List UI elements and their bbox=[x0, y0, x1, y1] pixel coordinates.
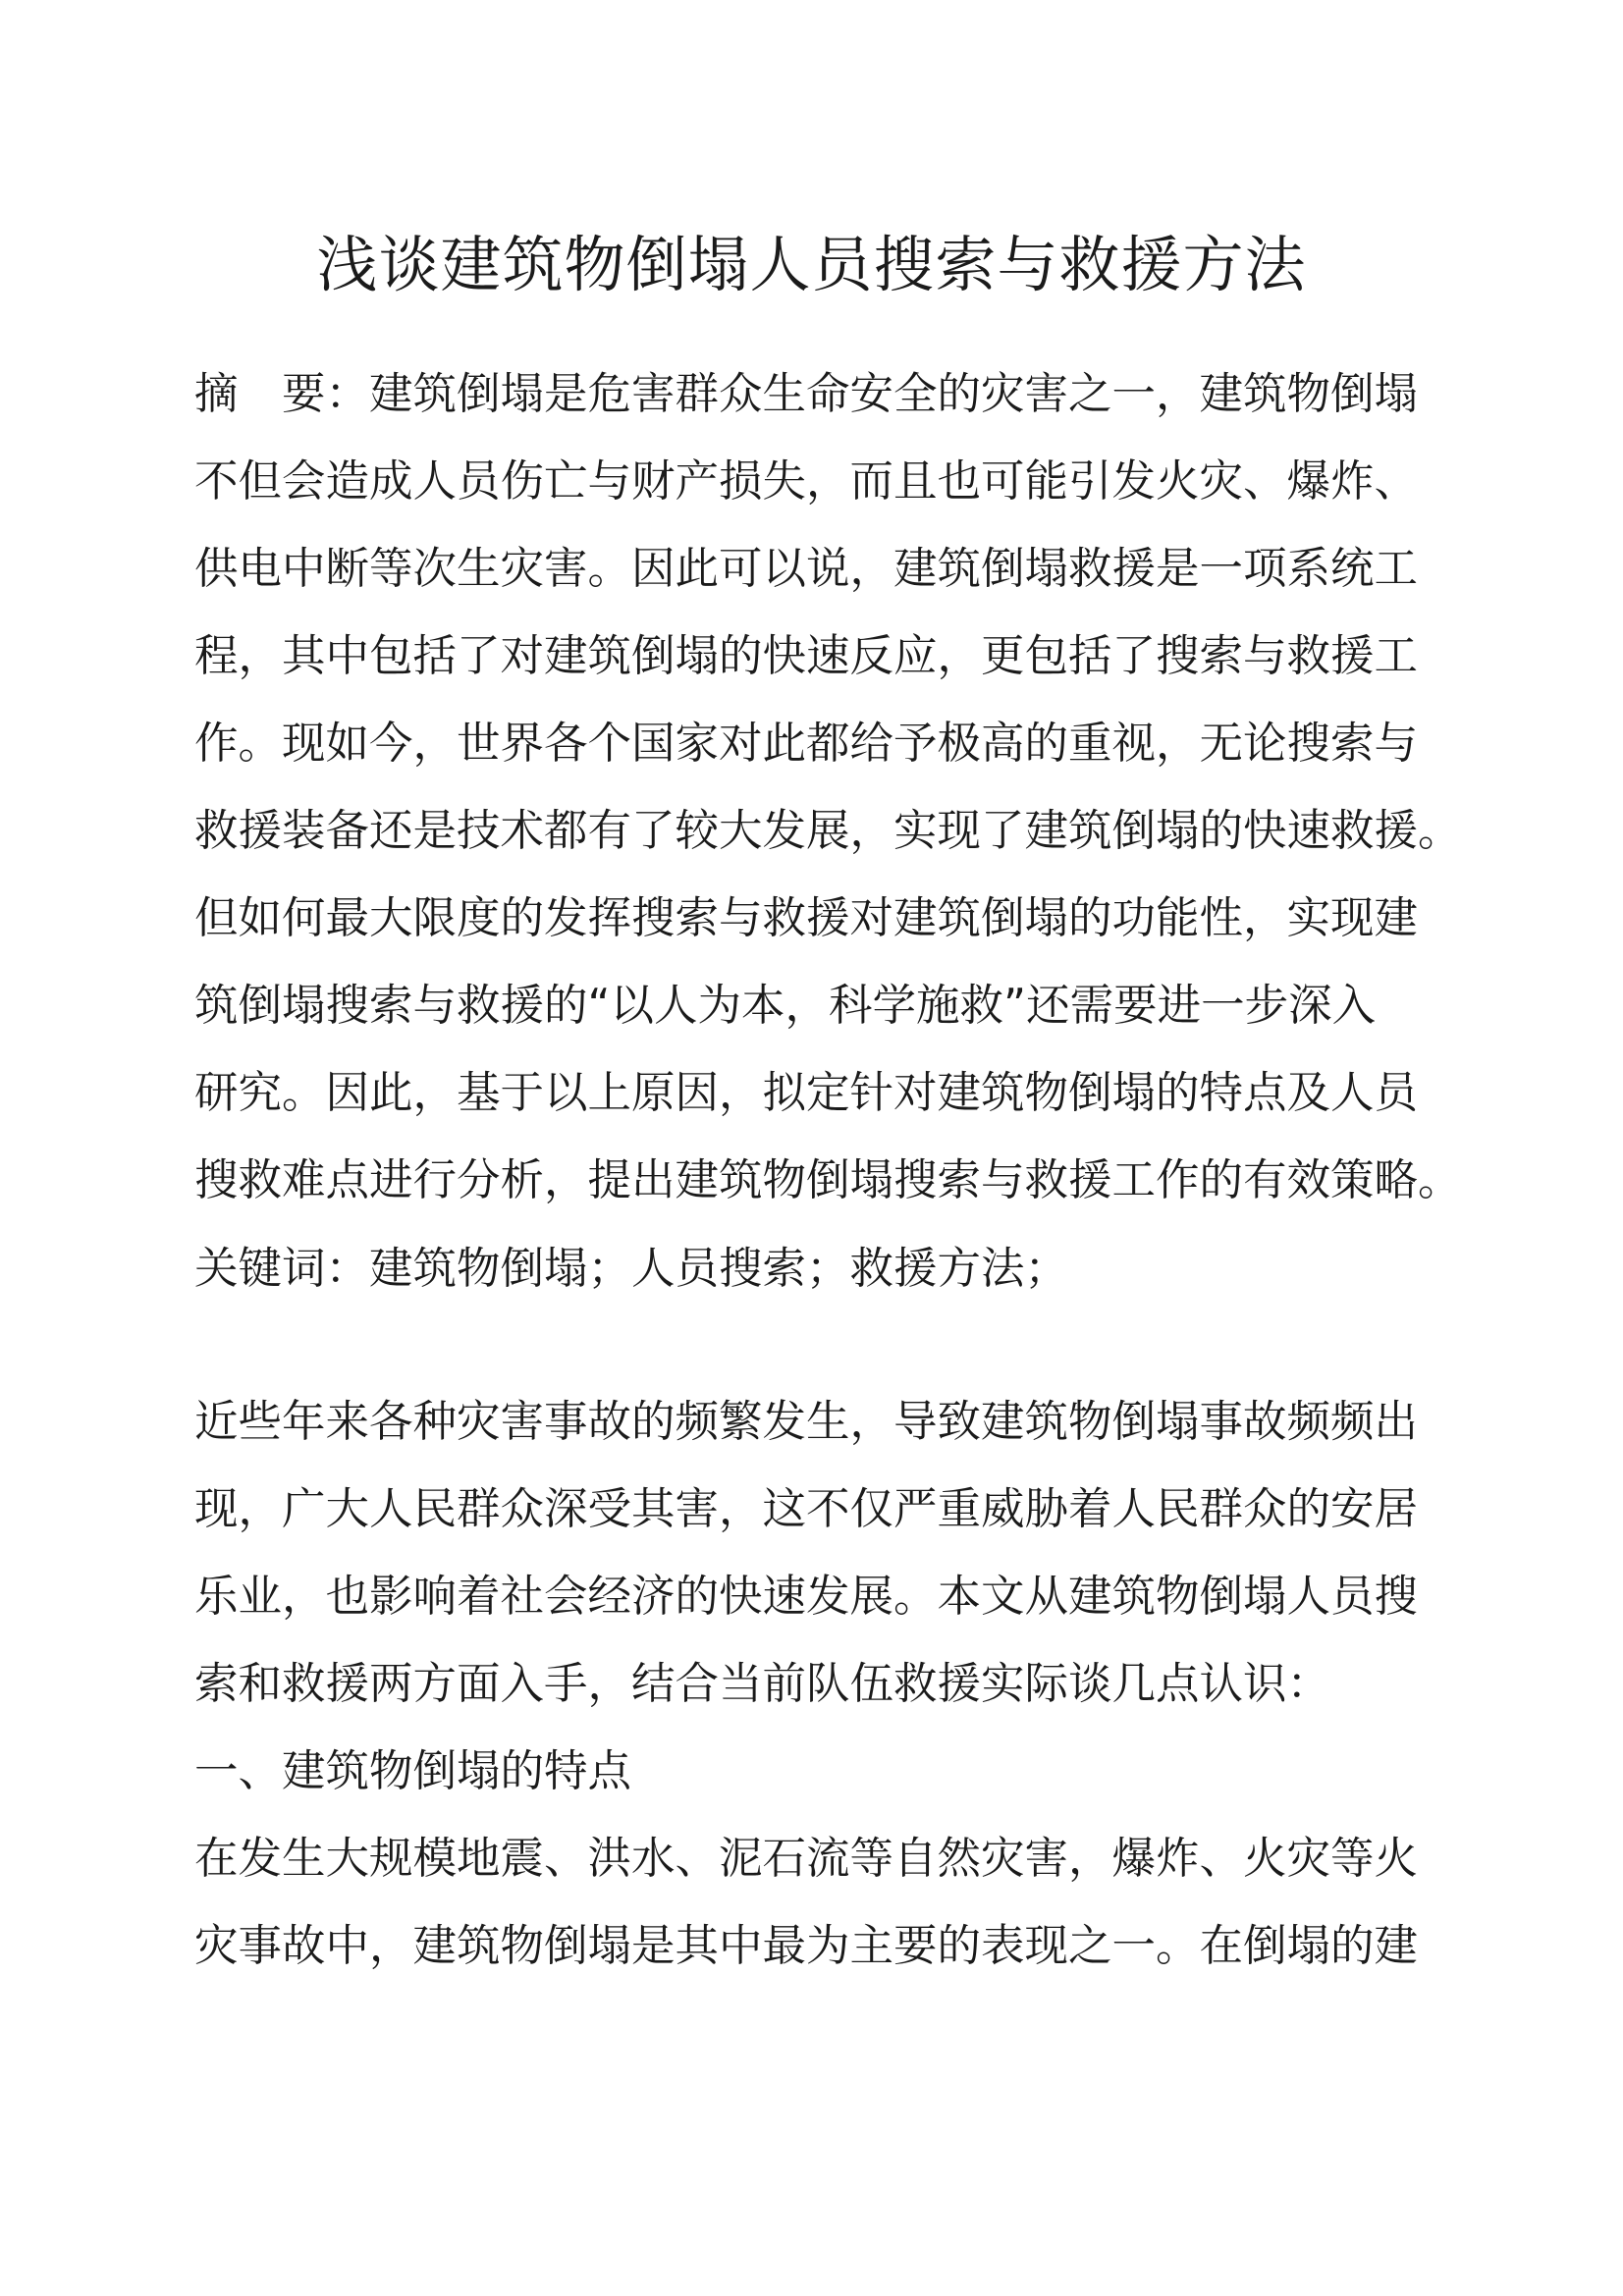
abstract-line: 但如何最大限度的发挥搜索与救援对建筑倒塌的功能性，实现建 bbox=[194, 893, 1419, 943]
abstract-line: 摘 要：建筑倒塌是危害群众生命安全的灾害之一，建筑物倒塌 bbox=[194, 369, 1419, 419]
abstract-line: 供电中断等次生灾害。因此可以说，建筑倒塌救援是一项系统工 bbox=[194, 544, 1419, 594]
abstract-line: 研究。因此，基于以上原因，拟定针对建筑物倒塌的特点及人员 bbox=[194, 1068, 1419, 1118]
section-line: 灾事故中，建筑物倒塌是其中最为主要的表现之一。在倒塌的建 bbox=[194, 1921, 1419, 1971]
abstract-paragraph bbox=[194, 350, 1462, 1224]
keywords-line: 关键词：建筑物倒塌；人员搜索；救援方法； bbox=[194, 1244, 1069, 1294]
intro-line: 乐业，也影响着社会经济的快速发展。本文从建筑物倒塌人员搜 bbox=[194, 1572, 1419, 1622]
intro-line: 近些年来各种灾害事故的频繁发生，导致建筑物倒塌事故频频出 bbox=[194, 1397, 1419, 1447]
document-title: 浅谈建筑物倒塌人员搜索与救援方法 bbox=[316, 229, 1307, 300]
section-heading: 一、建筑物倒塌的特点 bbox=[194, 1746, 632, 1796]
abstract-line: 作。现如今，世界各个国家对此都给予极高的重视，无论搜索与 bbox=[194, 719, 1419, 769]
section-line: 在发生大规模地震、洪水、泥石流等自然灾害，爆炸、火灾等火 bbox=[194, 1834, 1419, 1884]
abstract-line: 搜救难点进行分析，提出建筑物倒塌搜索与救援工作的有效策略。 bbox=[194, 1155, 1462, 1205]
intro-line: 现，广大人民群众深受其害，这不仅严重威胁着人民群众的安居 bbox=[194, 1484, 1419, 1534]
abstract-line: 筑倒塌搜索与救援的“以人为本，科学施救”还需要进一步深入 bbox=[194, 981, 1377, 1031]
abstract-line: 救援装备还是技术都有了较大发展，实现了建筑倒塌的快速救援。 bbox=[194, 806, 1462, 856]
intro-line: 索和救援两方面入手，结合当前队伍救援实际谈几点认识： bbox=[194, 1659, 1331, 1709]
section-paragraph bbox=[194, 1815, 1441, 1990]
intro-paragraph bbox=[194, 1378, 1441, 1728]
abstract-line: 不但会造成人员伤亡与财产损失，而且也可能引发火灾、爆炸、 bbox=[194, 456, 1419, 507]
abstract-line: 程，其中包括了对建筑倒塌的快速反应，更包括了搜索与救援工 bbox=[194, 631, 1419, 681]
